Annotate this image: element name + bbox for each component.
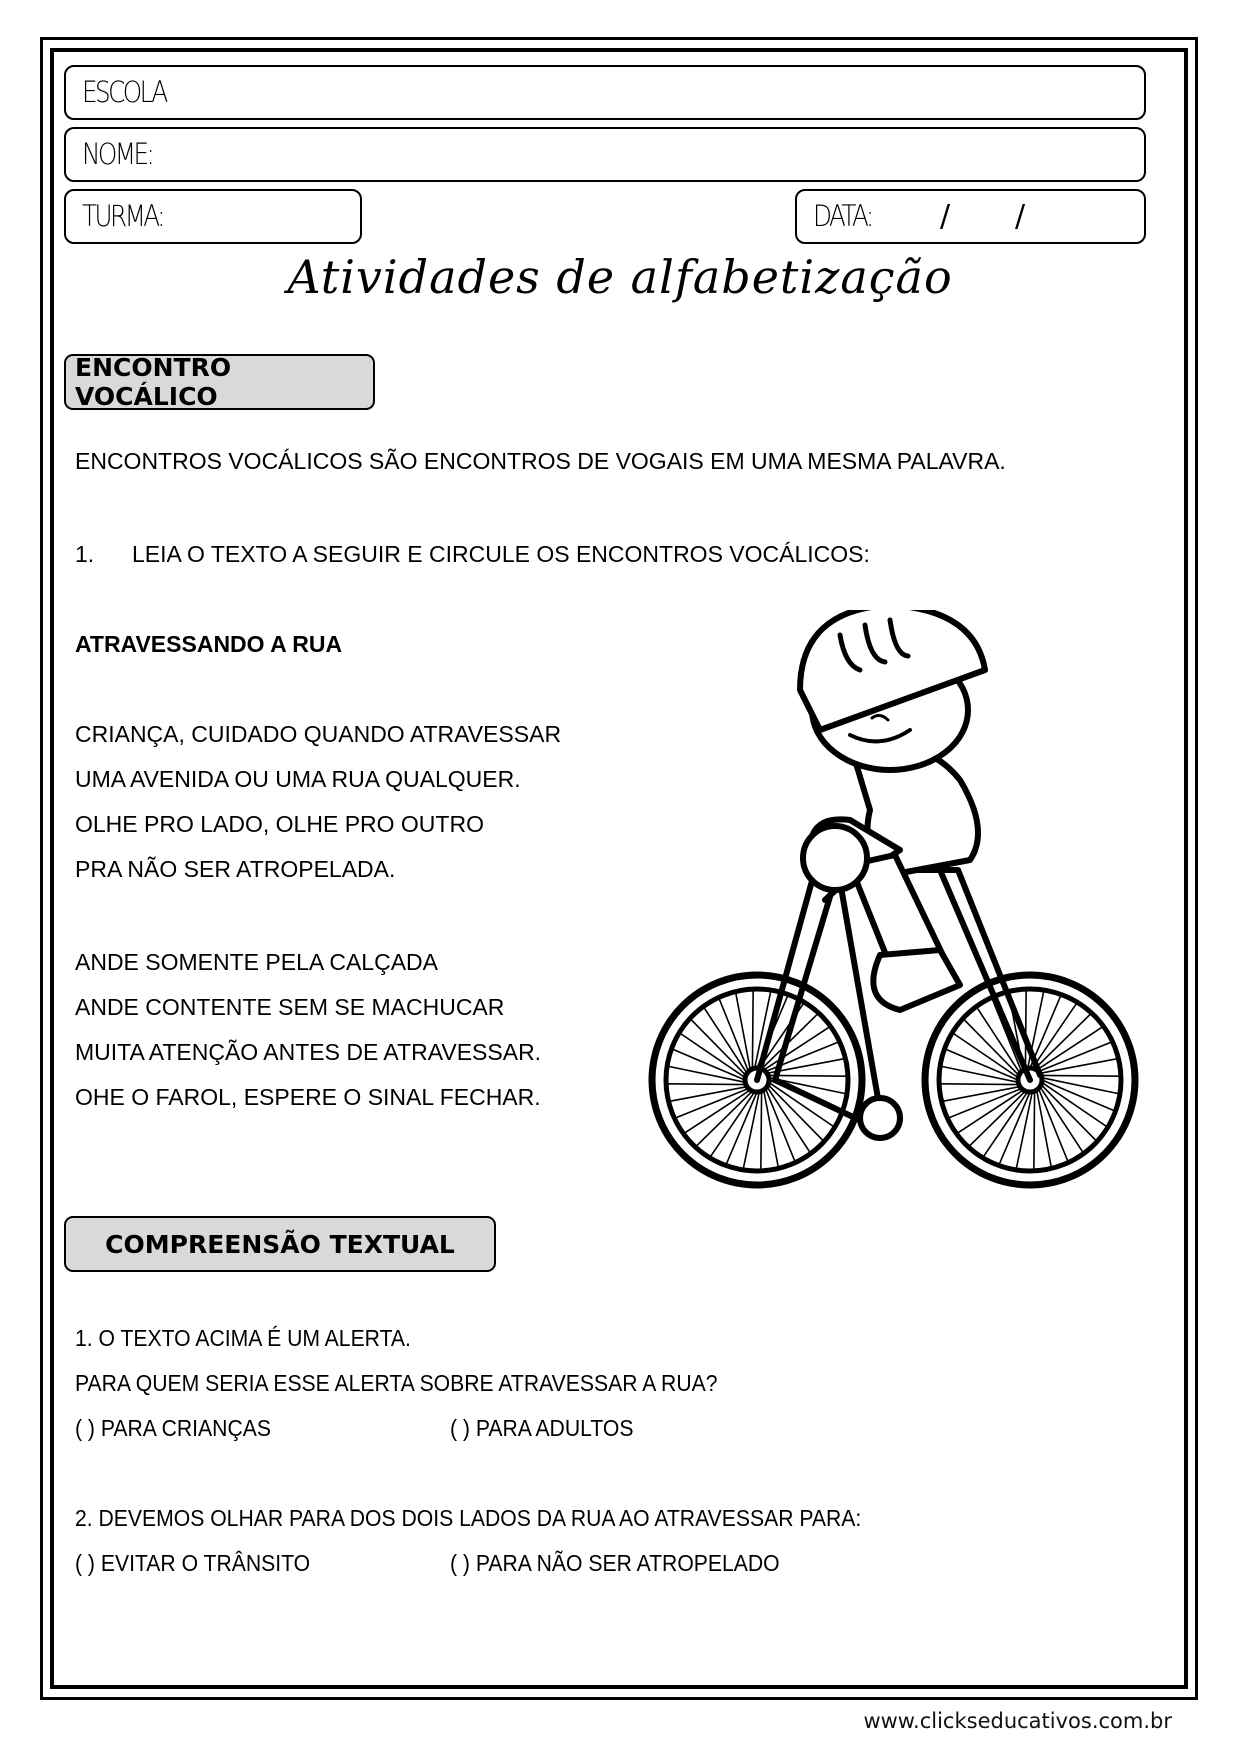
poem-line: UMA AVENIDA OU UMA RUA QUALQUER. bbox=[75, 766, 521, 792]
poem-line: OLHE PRO LADO, OLHE PRO OUTRO bbox=[75, 811, 484, 837]
instruction-text: LEIA O TEXTO A SEGUIR E CIRCULE OS ENCONTROS VOCÁLICOS: bbox=[132, 541, 870, 567]
name-field[interactable] bbox=[64, 127, 1146, 182]
instruction-number: 1. bbox=[75, 541, 95, 567]
wheel-spoke bbox=[696, 1091, 752, 1146]
wheel-spoke bbox=[969, 1091, 1025, 1146]
wheel-spoke bbox=[1025, 990, 1026, 1069]
class-label: TURMA: bbox=[82, 199, 163, 233]
page-title: Atividades de alfabetização bbox=[287, 250, 953, 304]
date-separator-1: / bbox=[940, 199, 951, 234]
wheel-spoke bbox=[1035, 1014, 1091, 1069]
wheel-spoke bbox=[941, 1066, 1018, 1082]
wheel-spoke bbox=[1034, 1091, 1035, 1170]
section-tag-compreensao-textual bbox=[64, 1216, 496, 1272]
poem-line: ANDE CONTENTE SEM SE MACHUCAR bbox=[75, 994, 505, 1020]
section-tag-encontro-vocalico bbox=[64, 354, 375, 410]
wheel-spoke bbox=[752, 990, 753, 1069]
question-2-text: 2. DEVEMOS OLHAR PARA DOS DOIS LADOS DA RUA AO ATRAVESSAR PARA: bbox=[75, 1505, 862, 1531]
rider-body bbox=[803, 749, 978, 1010]
wheel-spoke bbox=[768, 1075, 847, 1076]
date-label: DATA: bbox=[813, 199, 872, 233]
wheel-spoke bbox=[761, 1091, 762, 1170]
wheel-spoke bbox=[940, 1084, 1019, 1085]
wheel-spoke bbox=[1041, 1085, 1096, 1141]
wheel-spoke bbox=[743, 1092, 759, 1169]
wheel-spoke bbox=[691, 1019, 746, 1075]
poem-line: OHE O FAROL, ESPERE O SINAL FECHAR. bbox=[75, 1084, 541, 1110]
wheel-spoke bbox=[668, 1066, 745, 1082]
question-1-option-b[interactable]: ( ) PARA ADULTOS bbox=[450, 1415, 634, 1441]
question-2-option-b[interactable]: ( ) PARA NÃO SER ATROPELADO bbox=[450, 1550, 780, 1576]
definition-text: ENCONTROS VOCÁLICOS SÃO ENCONTROS DE VOGAIS EM UMA MESMA PALAVRA. bbox=[75, 448, 1006, 474]
date-field[interactable] bbox=[795, 189, 1146, 244]
wheel-spoke bbox=[1016, 1092, 1032, 1169]
poem-title: ATRAVESSANDO A RUA bbox=[75, 631, 343, 657]
question-1-option-a[interactable]: ( ) PARA CRIANÇAS bbox=[75, 1415, 271, 1441]
date-separator-2: / bbox=[1015, 199, 1026, 234]
wheel-spoke bbox=[1042, 1078, 1119, 1094]
school-label: ESCOLA bbox=[82, 75, 166, 109]
name-label: NOME: bbox=[82, 137, 153, 171]
question-1-prompt: PARA QUEM SERIA ESSE ALERTA SOBRE ATRAVESSAR A RUA? bbox=[75, 1370, 718, 1396]
question-2-option-a[interactable]: ( ) EVITAR O TRÂNSITO bbox=[75, 1550, 311, 1576]
wheel-spoke bbox=[1041, 1075, 1120, 1076]
poem-line: CRIANÇA, CUIDADO QUANDO ATRAVESSAR bbox=[75, 721, 562, 747]
school-field[interactable] bbox=[64, 65, 1146, 120]
wheel-spoke bbox=[667, 1084, 746, 1085]
question-1-text: 1. O TEXTO ACIMA É UM ALERTA. bbox=[75, 1325, 411, 1351]
footer-website: www.clickseducativos.com.br bbox=[863, 1709, 1172, 1733]
poem-line: PRA NÃO SER ATROPELADA. bbox=[75, 856, 396, 882]
poem-line: MUITA ATENÇÃO ANTES DE ATRAVESSAR. bbox=[75, 1039, 542, 1065]
boy-on-bicycle-icon bbox=[640, 610, 1140, 1200]
class-field[interactable] bbox=[64, 189, 362, 244]
section-tag-label: COMPREENSÃO TEXTUAL bbox=[105, 1229, 455, 1259]
rider-head bbox=[800, 610, 985, 770]
section-tag-label: ENCONTRO VOCÁLICO bbox=[75, 353, 232, 411]
poem-line: ANDE SOMENTE PELA CALÇADA bbox=[75, 949, 438, 975]
